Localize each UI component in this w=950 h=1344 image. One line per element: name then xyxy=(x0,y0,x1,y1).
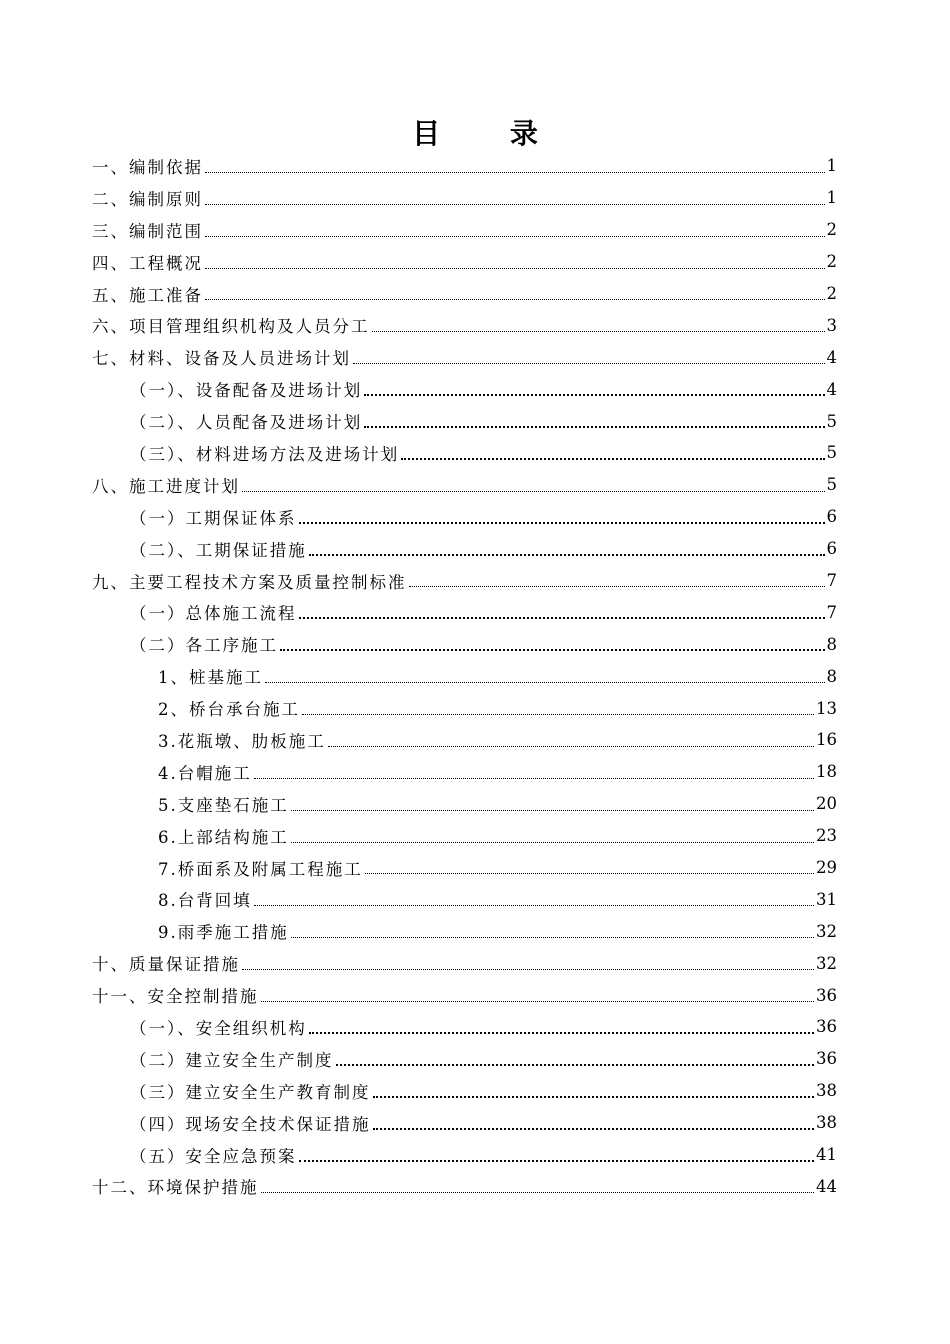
toc-entry-page-number: 20 xyxy=(816,794,837,814)
toc-entry-label: 七、材料、设备及人员进场计划 xyxy=(92,349,351,369)
toc-entry-label: 4.台帽施工 xyxy=(158,763,252,783)
page-title: 目 录 xyxy=(412,117,568,150)
toc-entry[interactable] xyxy=(0,1075,950,1107)
toc-entry-page-number: 32 xyxy=(816,953,837,973)
toc-entry-page-number: 2 xyxy=(826,220,837,240)
toc-entry-label: 四、工程概况 xyxy=(92,253,203,273)
table-of-contents xyxy=(0,150,950,1202)
toc-entry-page-number: 13 xyxy=(816,698,837,718)
dot-leader xyxy=(261,1000,815,1002)
toc-entry-label: 八、施工进度计划 xyxy=(92,476,240,496)
toc-entry-page-number: 4 xyxy=(826,379,837,399)
toc-entry[interactable] xyxy=(0,852,950,884)
toc-entry[interactable] xyxy=(0,405,950,437)
toc-entry[interactable] xyxy=(0,979,950,1011)
dot-leader xyxy=(373,1127,815,1130)
toc-entry[interactable] xyxy=(0,214,950,246)
toc-entry-page-number: 4 xyxy=(826,347,837,367)
toc-entry-label: （五）安全应急预案 xyxy=(130,1146,297,1166)
dot-leader xyxy=(265,681,825,683)
dot-leader xyxy=(372,330,825,332)
toc-entry-page-number: 31 xyxy=(816,889,837,909)
toc-entry-label: （三）、材料进场方法及进场计划 xyxy=(130,444,400,464)
toc-entry-page-number: 44 xyxy=(816,1176,837,1196)
toc-entry[interactable] xyxy=(0,628,950,660)
toc-entry-label: （二）各工序施工 xyxy=(130,636,278,656)
toc-entry-page-number: 23 xyxy=(816,826,837,846)
toc-entry-label: 五、施工准备 xyxy=(92,285,203,305)
dot-leader xyxy=(364,393,824,396)
dot-leader xyxy=(373,1095,815,1098)
dot-leader xyxy=(364,425,824,428)
toc-entry[interactable] xyxy=(0,1171,950,1203)
dot-leader xyxy=(291,841,814,843)
toc-entry-page-number: 32 xyxy=(816,921,837,941)
toc-entry-label: 十二、环境保护措施 xyxy=(92,1178,259,1198)
toc-entry-page-number: 1 xyxy=(826,156,837,176)
toc-entry-page-number: 3 xyxy=(826,315,837,335)
dot-leader xyxy=(309,553,825,556)
toc-entry[interactable] xyxy=(0,788,950,820)
dot-leader xyxy=(205,203,825,205)
dot-leader xyxy=(205,267,825,269)
toc-entry-label: 六、项目管理组织机构及人员分工 xyxy=(92,317,370,337)
toc-entry[interactable] xyxy=(0,501,950,533)
dot-leader xyxy=(291,809,814,811)
toc-entry[interactable] xyxy=(0,883,950,915)
toc-entry-label: 3.花瓶墩、肋板施工 xyxy=(158,731,326,751)
toc-entry-label: 九、主要工程技术方案及质量控制标准 xyxy=(92,572,407,592)
dot-leader xyxy=(328,745,814,747)
toc-entry-label: （二）、人员配备及进场计划 xyxy=(130,413,363,433)
toc-entry[interactable] xyxy=(0,1011,950,1043)
dot-leader xyxy=(280,648,825,651)
toc-entry-page-number: 5 xyxy=(826,443,837,463)
toc-entry-label: 8.台背回填 xyxy=(158,891,252,911)
toc-entry[interactable] xyxy=(0,692,950,724)
toc-entry-page-number: 29 xyxy=(816,858,837,878)
toc-entry[interactable] xyxy=(0,724,950,756)
toc-entry-label: （一）工期保证体系 xyxy=(130,508,297,528)
toc-entry-label: 一、编制依据 xyxy=(92,157,203,177)
dot-leader xyxy=(401,457,824,460)
toc-entry[interactable] xyxy=(0,947,950,979)
toc-entry[interactable] xyxy=(0,341,950,373)
toc-entry[interactable] xyxy=(0,373,950,405)
toc-entry[interactable] xyxy=(0,182,950,214)
toc-entry[interactable] xyxy=(0,596,950,628)
toc-entry-label: 十一、安全控制措施 xyxy=(92,987,259,1007)
dot-leader xyxy=(409,585,825,587)
toc-entry-label: （一）、设备配备及进场计划 xyxy=(130,381,363,401)
dot-leader xyxy=(254,777,814,779)
toc-entry-label: （三）建立安全生产教育制度 xyxy=(130,1082,371,1102)
toc-entry-label: 2、桥台承台施工 xyxy=(158,700,300,720)
toc-entry-page-number: 1 xyxy=(826,188,837,208)
toc-entry[interactable] xyxy=(0,660,950,692)
dot-leader xyxy=(242,490,825,492)
toc-entry[interactable] xyxy=(0,533,950,565)
dot-leader xyxy=(261,1191,815,1193)
toc-entry-label: （一）、安全组织机构 xyxy=(130,1018,307,1038)
toc-entry-page-number: 7 xyxy=(826,602,837,622)
toc-entry-label: 1、桩基施工 xyxy=(158,668,263,688)
toc-entry[interactable] xyxy=(0,1107,950,1139)
toc-entry[interactable] xyxy=(0,469,950,501)
dot-leader xyxy=(291,936,814,938)
toc-entry-label: 5.支座垫石施工 xyxy=(158,795,289,815)
dot-leader xyxy=(299,521,825,524)
toc-entry-label: 9.雨季施工措施 xyxy=(158,923,289,943)
dot-leader xyxy=(242,968,814,970)
toc-entry-label: （二）、工期保证措施 xyxy=(130,540,307,560)
toc-entry[interactable] xyxy=(0,820,950,852)
dot-leader xyxy=(205,171,825,173)
dot-leader xyxy=(299,616,825,619)
dot-leader xyxy=(299,1159,815,1162)
dot-leader xyxy=(205,235,825,237)
dot-leader xyxy=(336,1063,815,1066)
toc-entry[interactable] xyxy=(0,309,950,341)
toc-entry-page-number: 38 xyxy=(816,1113,837,1133)
toc-entry[interactable] xyxy=(0,437,950,469)
dot-leader xyxy=(309,1031,814,1034)
toc-entry-page-number: 36 xyxy=(816,1049,837,1069)
toc-entry-label: 三、编制范围 xyxy=(92,221,203,241)
toc-entry-label: 十、质量保证措施 xyxy=(92,955,240,975)
toc-entry-page-number: 5 xyxy=(826,411,837,431)
toc-entry-label: 6.上部结构施工 xyxy=(158,827,289,847)
toc-entry-page-number: 6 xyxy=(826,539,837,559)
dot-leader xyxy=(302,713,814,715)
toc-entry[interactable] xyxy=(0,756,950,788)
toc-entry-label: （四）现场安全技术保证措施 xyxy=(130,1114,371,1134)
toc-entry[interactable] xyxy=(0,1139,950,1171)
toc-entry-label: 二、编制原则 xyxy=(92,189,203,209)
toc-entry-page-number: 8 xyxy=(826,666,837,686)
toc-entry-page-number: 16 xyxy=(816,730,837,750)
toc-entry-page-number: 36 xyxy=(816,985,837,1005)
toc-entry-page-number: 8 xyxy=(826,634,837,654)
toc-entry[interactable] xyxy=(0,915,950,947)
toc-entry-page-number: 5 xyxy=(826,475,837,495)
toc-entry-page-number: 18 xyxy=(816,762,837,782)
toc-entry-page-number: 2 xyxy=(826,284,837,303)
toc-entry-page-number: 38 xyxy=(816,1081,837,1101)
toc-entry[interactable] xyxy=(0,246,950,278)
dot-leader xyxy=(353,362,825,364)
toc-entry[interactable] xyxy=(0,150,950,182)
toc-entry-page-number: 41 xyxy=(816,1145,837,1165)
toc-entry-page-number: 7 xyxy=(826,571,837,591)
toc-entry[interactable] xyxy=(0,1043,950,1075)
toc-entry-label: 7.桥面系及附属工程施工 xyxy=(158,859,363,879)
toc-entry-label: （二）建立安全生产制度 xyxy=(130,1050,334,1070)
toc-entry-page-number: 36 xyxy=(816,1017,837,1037)
dot-leader xyxy=(254,904,814,906)
toc-entry[interactable] xyxy=(0,565,950,597)
toc-entry[interactable] xyxy=(0,278,950,310)
dot-leader xyxy=(205,298,825,300)
toc-entry-page-number: 6 xyxy=(826,507,837,527)
dot-leader xyxy=(365,872,814,874)
toc-entry-label: （一）总体施工流程 xyxy=(130,604,297,624)
toc-entry-page-number: 2 xyxy=(826,252,837,272)
